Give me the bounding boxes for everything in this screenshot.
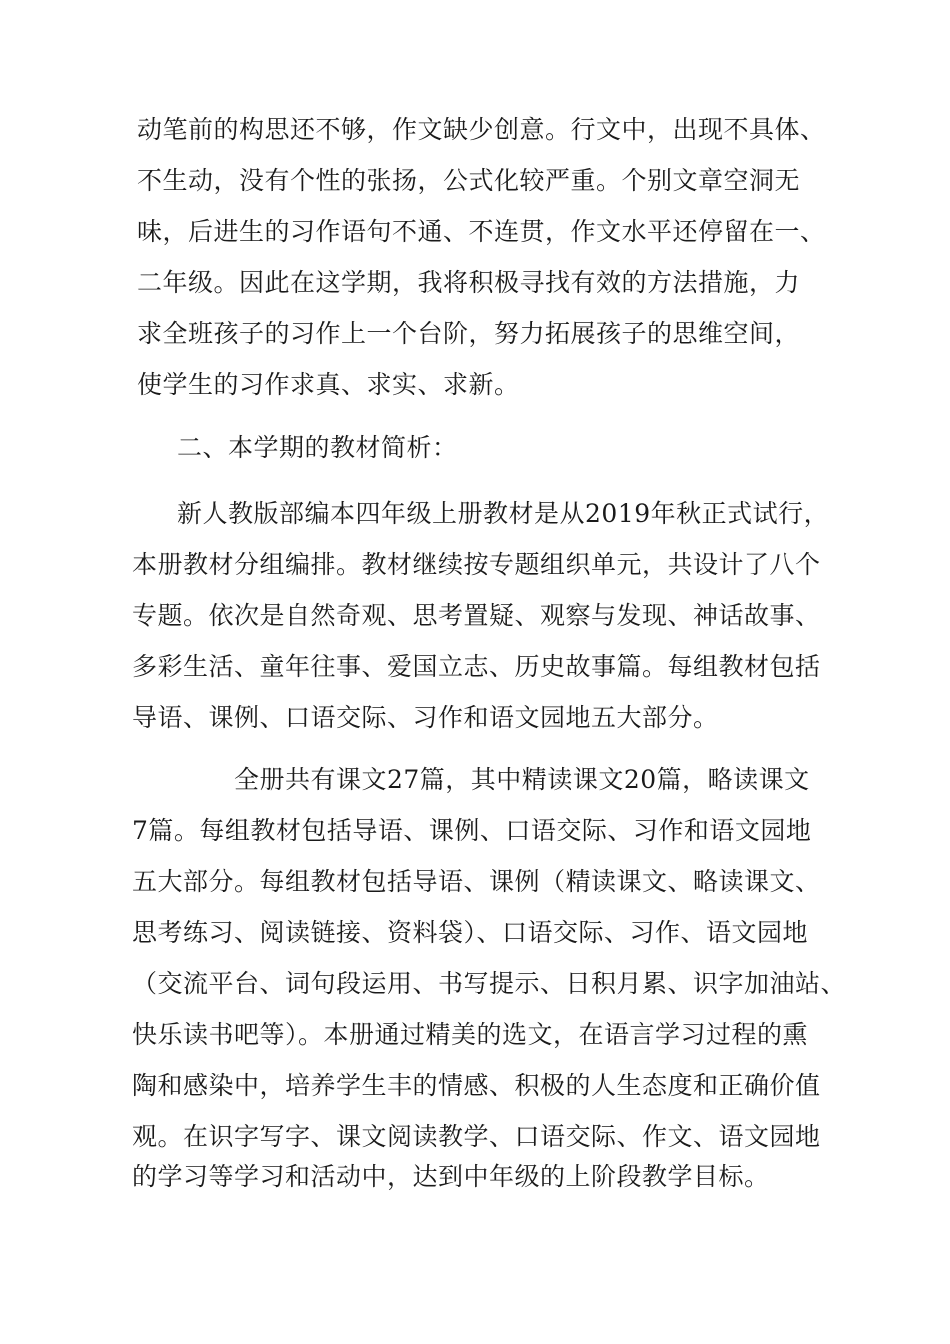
paragraph-2-line-1: 新人教版部编本四年级上册教材是从2019年秋正式试行， xyxy=(177,499,830,528)
paragraph-2-line-5: 导语、课例、口语交际、习作和语文园地五大部分。 xyxy=(132,703,719,732)
paragraph-3-line-2: 7篇。每组教材包括导语、课例、口语交际、习作和语文园地 xyxy=(132,816,812,845)
paragraph-1-line-5: 求全班孩子的习作上一个台阶，努力拓展孩子的思维空间， xyxy=(137,319,801,348)
paragraph-3-line-9: 的学习等学习和活动中，达到中年级的上阶段教学目标。 xyxy=(132,1162,770,1191)
paragraph-3-line-7: 陶和感染中，培养学生丰的情感、积极的人生态度和正确价值 xyxy=(132,1071,821,1100)
paragraph-1-line-1: 动笔前的构思还不够，作文缺少创意。行文中，出现不具体、 xyxy=(137,115,826,144)
paragraph-2-line-4: 多彩生活、童年往事、爱国立志、历史故事篇。每组教材包括 xyxy=(132,652,821,681)
paragraph-3-line-1: 全册共有课文27篇，其中精读课文20篇，略读课文 xyxy=(234,765,810,794)
section-heading: 二、本学期的教材简析： xyxy=(177,433,458,462)
paragraph-2-line-3: 专题。依次是自然奇观、思考置疑、观察与发现、神话故事、 xyxy=(132,601,821,630)
paragraph-1-line-4: 二年级。因此在这学期，我将积极寻找有效的方法措施，力 xyxy=(137,268,801,297)
paragraph-3-line-6: 快乐读书吧等）。本册通过精美的选文，在语言学习过程的熏 xyxy=(132,1020,809,1049)
paragraph-3-line-5: （交流平台、词句段运用、书写提示、日积月累、识字加油站、 xyxy=(132,969,847,998)
paragraph-2-line-2: 本册教材分组编排。教材继续按专题组织单元，共设计了八个 xyxy=(132,550,821,579)
paragraph-3-line-8: 观。在识字写字、课文阅读教学、口语交际、作文、语文园地 xyxy=(132,1122,821,1151)
paragraph-3-line-4: 思考练习、阅读链接、资料袋）、口语交际、习作、语文园地 xyxy=(132,918,809,947)
paragraph-1-line-2: 不生动，没有个性的张扬，公式化较严重。个别文章空洞无 xyxy=(137,166,801,195)
paragraph-1-line-6: 使学生的习作求真、求实、求新。 xyxy=(137,370,520,399)
paragraph-1-line-3: 味，后进生的习作语句不通、不连贯，作文水平还停留在一、 xyxy=(137,217,826,246)
paragraph-3-line-3: 五大部分。每组教材包括导语、课例（精读课文、略读课文、 xyxy=(132,867,821,896)
